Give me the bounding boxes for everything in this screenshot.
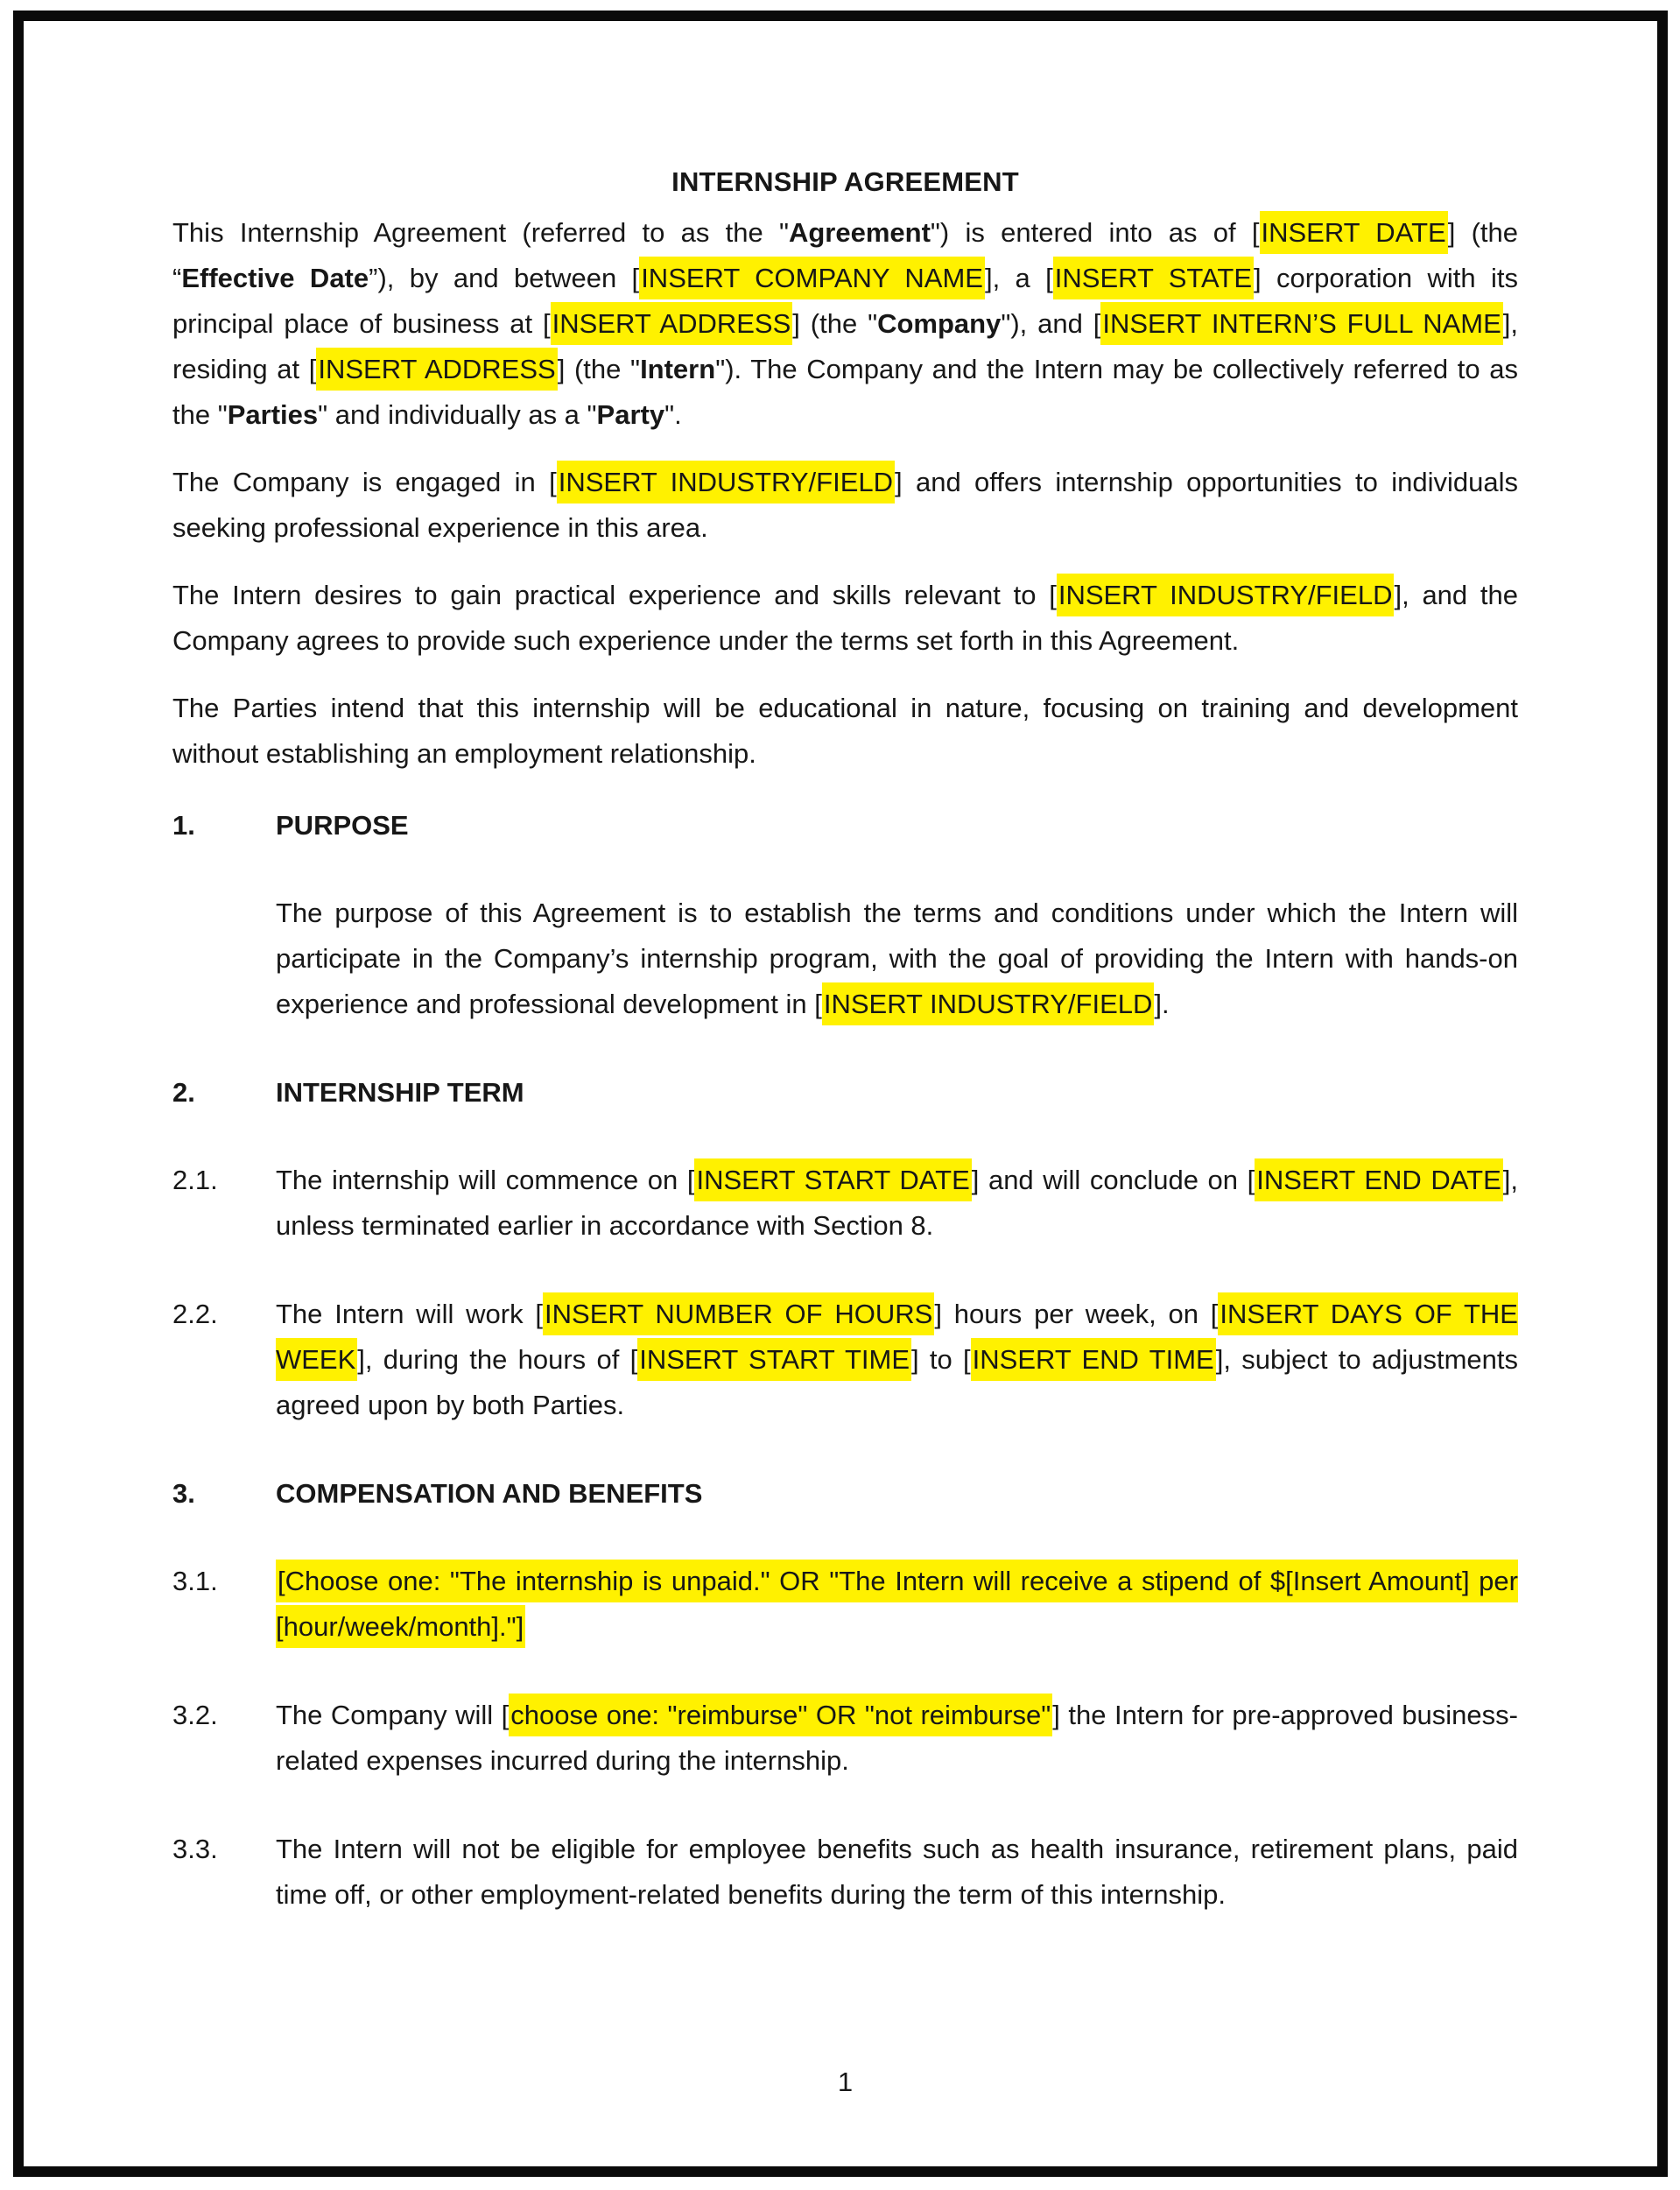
clause-number xyxy=(172,891,276,1027)
paragraph xyxy=(172,686,1518,777)
clause xyxy=(172,1292,1518,1428)
paragraph xyxy=(172,460,1518,551)
placeholder-highlight: INSERT END TIME xyxy=(971,1338,1216,1381)
text-run: This Internship Agreement (referred to as the " xyxy=(172,217,789,248)
section-title: PURPOSE xyxy=(276,810,409,841)
placeholder-highlight: INSERT INDUSTRY/FIELD xyxy=(822,982,1155,1025)
clause xyxy=(172,891,1518,1027)
placeholder-highlight: INSERT INTERN’S FULL NAME xyxy=(1100,302,1502,345)
text-run: The purpose of this Agreement is to establish the terms and conditions under which the Intern will participate in the Company’s internship program, with the goal of providing the Intern with hands-on experience and professional development in [ xyxy=(276,898,1518,1019)
clause-number: 3.2. xyxy=(172,1700,218,1730)
section xyxy=(172,803,1518,1027)
placeholder-highlight: INSERT START TIME xyxy=(637,1338,911,1381)
text-run: ] to [ xyxy=(911,1344,971,1375)
text-run: ] (the " xyxy=(792,308,878,339)
section-title: INTERNSHIP TERM xyxy=(276,1077,524,1108)
intro-paragraphs xyxy=(172,210,1518,777)
document-content xyxy=(172,0,1519,2097)
clause-text xyxy=(276,1827,1518,1918)
text-run: Effective Date xyxy=(181,263,369,293)
clause-text xyxy=(276,1158,1518,1249)
text-run: ], a [ xyxy=(984,263,1053,293)
clause-text xyxy=(276,1559,1518,1650)
clause-text xyxy=(276,1693,1518,1784)
placeholder-highlight: INSERT DAYS OF THE WEEK xyxy=(276,1292,1518,1381)
text-run: ] the Intern for pre-approved business-related expenses incurred during the internship. xyxy=(276,1700,1518,1776)
clause xyxy=(172,1693,1518,1784)
placeholder-highlight: INSERT INDUSTRY/FIELD xyxy=(557,461,895,503)
placeholder-highlight: [Choose one: "The internship is unpaid." OR "The Intern will receive a stipend of $[Insert Amount] per [hour/week/month]."] xyxy=(276,1560,1518,1648)
text-run: ] hours per week, on [ xyxy=(934,1299,1219,1329)
text-run: ], residing at [ xyxy=(172,308,1518,384)
placeholder-highlight: INSERT END DATE xyxy=(1255,1158,1503,1201)
placeholder-highlight: INSERT DATE xyxy=(1260,211,1448,254)
placeholder-highlight: INSERT ADDRESS xyxy=(316,348,557,391)
sections-container xyxy=(172,803,1518,1918)
clause-text xyxy=(276,1292,1518,1428)
text-run: Agreement xyxy=(788,217,931,248)
clause-number: 2.1. xyxy=(172,1165,218,1195)
placeholder-highlight: INSERT NUMBER OF HOURS xyxy=(543,1292,934,1335)
text-run: The Company is engaged in [ xyxy=(172,467,557,497)
text-run: ]. xyxy=(1154,989,1170,1019)
text-run: ] (the " xyxy=(557,354,641,384)
text-run: ”), by and between [ xyxy=(369,263,640,293)
text-run: The Intern desires to gain practical experience and skills relevant to [ xyxy=(172,580,1057,610)
paragraph xyxy=(172,573,1518,664)
section-number: 2. xyxy=(172,1077,195,1108)
text-run: The Intern will not be eligible for employee benefits such as health insurance, retirement plans, paid time off, or other employment-related benefits during the term of this internship. xyxy=(276,1834,1518,1910)
placeholder-highlight: INSERT INDUSTRY/FIELD xyxy=(1057,574,1395,616)
text-run: Company xyxy=(877,308,1002,339)
section-title: COMPENSATION AND BENEFITS xyxy=(276,1478,703,1509)
section-heading xyxy=(172,1070,1518,1116)
text-run: "), and [ xyxy=(1001,308,1101,339)
text-run: ], subject to adjustments agreed upon by both Parties. xyxy=(276,1344,1518,1420)
clause-number: 2.2. xyxy=(172,1299,218,1329)
section-heading xyxy=(172,1471,1518,1517)
paragraph xyxy=(172,210,1518,438)
section-number: 1. xyxy=(172,810,195,841)
text-run: "). The Company and the Intern may be collectively referred to as the " xyxy=(172,354,1518,430)
text-run: ] (the “ xyxy=(172,217,1518,293)
placeholder-highlight: INSERT START DATE xyxy=(694,1158,971,1201)
text-run: ". xyxy=(664,399,682,430)
section-number: 3. xyxy=(172,1478,195,1509)
text-run: ] and will conclude on [ xyxy=(971,1165,1255,1195)
clause xyxy=(172,1559,1518,1650)
text-run: Party xyxy=(596,399,665,430)
text-run: ], and the Company agrees to provide such experience under the terms set forth in this Agreement. xyxy=(172,580,1518,656)
clause-text xyxy=(276,891,1518,1027)
clause-number: 3.3. xyxy=(172,1834,218,1864)
text-run: " and individually as a " xyxy=(318,399,597,430)
text-run: ") is entered into as of [ xyxy=(930,217,1260,248)
placeholder-highlight: INSERT STATE xyxy=(1053,257,1254,299)
text-run: The Intern will work [ xyxy=(276,1299,544,1329)
text-run: The Parties intend that this internship will be educational in nature, focusing on training and development without establishing an employment relationship. xyxy=(172,693,1518,769)
clause-number: 3.1. xyxy=(172,1566,218,1596)
text-run: ] corporation with its principal place of business at [ xyxy=(172,263,1519,339)
placeholder-highlight: INSERT COMPANY NAME xyxy=(639,257,985,299)
section xyxy=(172,1070,1518,1428)
placeholder-highlight: INSERT ADDRESS xyxy=(551,302,793,345)
text-run: ] and offers internship opportunities to individuals seeking professional experience in this area. xyxy=(172,467,1519,543)
placeholder-highlight: choose one: "reimburse" OR "not reimburse" xyxy=(509,1694,1052,1736)
page-number: 1 xyxy=(837,2067,854,2097)
text-run: ], during the hours of [ xyxy=(357,1344,638,1375)
text-run: ], unless terminated earlier in accordance with Section 8. xyxy=(276,1165,1519,1241)
text-run: The internship will commence on [ xyxy=(276,1165,695,1195)
text-run: Intern xyxy=(640,354,716,384)
section xyxy=(172,1471,1518,1918)
text-run: The Company will [ xyxy=(276,1700,510,1730)
text-run: Parties xyxy=(227,399,319,430)
section-heading xyxy=(172,803,1518,849)
clause xyxy=(172,1827,1518,1918)
document-title: INTERNSHIP AGREEMENT xyxy=(671,166,1019,197)
clause xyxy=(172,1158,1518,1249)
